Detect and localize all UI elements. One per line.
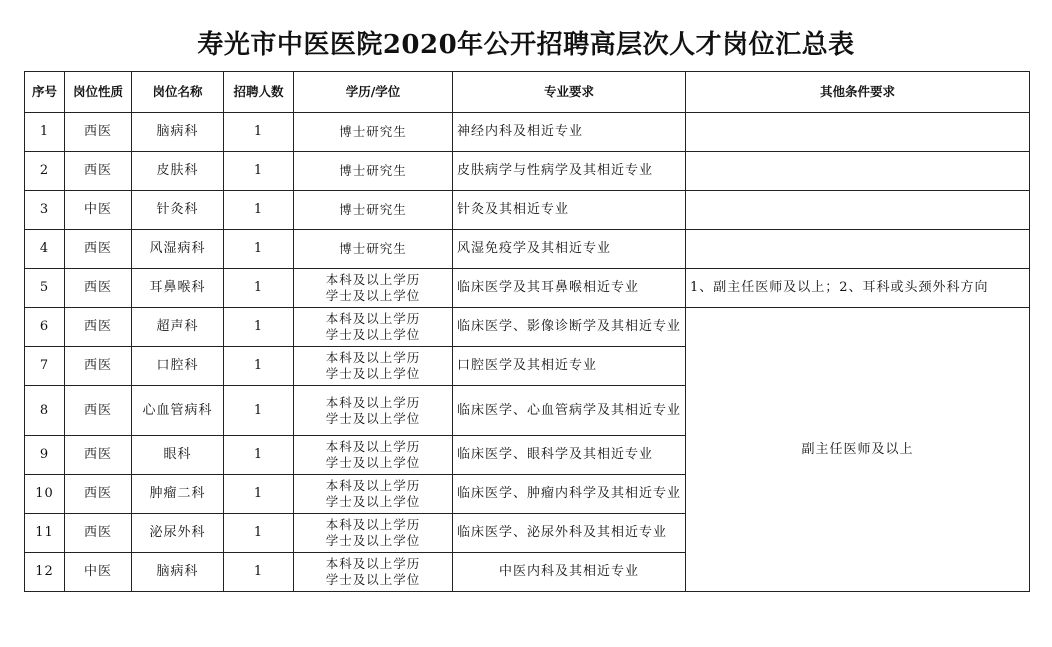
major-requirement: 中医内科及其相近专业 — [453, 553, 686, 592]
degree-requirement: 本科及以上学历 学士及以上学位 — [294, 308, 453, 347]
position-type: 中医 — [65, 553, 132, 592]
degree-requirement: 博士研究生 — [294, 152, 453, 191]
position-type: 西医 — [65, 436, 132, 475]
position-name: 心血管病科 — [132, 386, 224, 436]
recruitment-table — [24, 71, 1030, 592]
position-name: 风湿病科 — [132, 230, 224, 269]
degree-requirement: 本科及以上学历 学士及以上学位 — [294, 514, 453, 553]
position-type: 西医 — [65, 269, 132, 308]
major-requirement: 临床医学、心血管病学及其相近专业 — [453, 386, 686, 436]
major-requirement: 临床医学、泌尿外科及其相近专业 — [453, 514, 686, 553]
degree-requirement: 本科及以上学历 学士及以上学位 — [294, 553, 453, 592]
position-name: 针灸科 — [132, 191, 224, 230]
table-row — [25, 308, 1030, 347]
position-type: 中医 — [65, 191, 132, 230]
table-row — [25, 152, 1030, 191]
hiring-count: 1 — [224, 230, 294, 269]
row-number: 12 — [25, 553, 65, 592]
major-requirement: 临床医学、眼科学及其相近专业 — [453, 436, 686, 475]
degree-requirement: 本科及以上学历 学士及以上学位 — [294, 386, 453, 436]
hiring-count: 1 — [224, 553, 294, 592]
degree-requirement: 本科及以上学历 学士及以上学位 — [294, 436, 453, 475]
header-cell: 专业要求 — [453, 72, 686, 113]
position-type: 西医 — [65, 308, 132, 347]
table-row — [25, 230, 1030, 269]
hiring-count: 1 — [224, 347, 294, 386]
position-type: 西医 — [65, 113, 132, 152]
row-number: 4 — [25, 230, 65, 269]
position-type: 西医 — [65, 514, 132, 553]
position-name: 耳鼻喉科 — [132, 269, 224, 308]
major-requirement: 口腔医学及其相近专业 — [453, 347, 686, 386]
position-name: 脑病科 — [132, 553, 224, 592]
other-requirement — [686, 152, 1030, 191]
hiring-count: 1 — [224, 514, 294, 553]
degree-requirement: 博士研究生 — [294, 230, 453, 269]
header-cell: 序号 — [25, 72, 65, 113]
hiring-count: 1 — [224, 436, 294, 475]
major-requirement: 临床医学及其耳鼻喉相近专业 — [453, 269, 686, 308]
row-number: 3 — [25, 191, 65, 230]
position-name: 皮肤科 — [132, 152, 224, 191]
position-name: 泌尿外科 — [132, 514, 224, 553]
position-type: 西医 — [65, 152, 132, 191]
hiring-count: 1 — [224, 308, 294, 347]
position-name: 眼科 — [132, 436, 224, 475]
position-name: 脑病科 — [132, 113, 224, 152]
hiring-count: 1 — [224, 113, 294, 152]
table-row — [25, 269, 1030, 308]
merged-other-requirement: 副主任医师及以上 — [686, 308, 1030, 592]
header-cell: 招聘人数 — [224, 72, 294, 113]
header-cell: 岗位名称 — [132, 72, 224, 113]
hiring-count: 1 — [224, 269, 294, 308]
major-requirement: 皮肤病学与性病学及其相近专业 — [453, 152, 686, 191]
position-type: 西医 — [65, 347, 132, 386]
degree-requirement: 本科及以上学历 学士及以上学位 — [294, 269, 453, 308]
major-requirement: 神经内科及相近专业 — [453, 113, 686, 152]
header-cell: 其他条件要求 — [686, 72, 1030, 113]
hiring-count: 1 — [224, 152, 294, 191]
degree-requirement: 博士研究生 — [294, 191, 453, 230]
row-number: 7 — [25, 347, 65, 386]
row-number: 8 — [25, 386, 65, 436]
major-requirement: 针灸及其相近专业 — [453, 191, 686, 230]
table-row — [25, 113, 1030, 152]
position-name: 口腔科 — [132, 347, 224, 386]
page-title: 寿光市中医医院2020年公开招聘高层次人才岗位汇总表 — [197, 30, 855, 60]
row-number: 2 — [25, 152, 65, 191]
other-requirement — [686, 113, 1030, 152]
other-requirement: 1、副主任医师及以上；2、耳科或头颈外科方向 — [686, 269, 1030, 308]
position-type: 西医 — [65, 475, 132, 514]
position-name: 肿瘤二科 — [132, 475, 224, 514]
major-requirement: 临床医学、肿瘤内科学及其相近专业 — [453, 475, 686, 514]
major-requirement: 风湿免疫学及其相近专业 — [453, 230, 686, 269]
header-cell: 学历/学位 — [294, 72, 453, 113]
degree-requirement: 本科及以上学历 学士及以上学位 — [294, 347, 453, 386]
position-type: 西医 — [65, 230, 132, 269]
table-header-row — [25, 72, 1030, 113]
row-number: 1 — [25, 113, 65, 152]
table-row — [25, 191, 1030, 230]
hiring-count: 1 — [224, 191, 294, 230]
hiring-count: 1 — [224, 475, 294, 514]
position-type: 西医 — [65, 386, 132, 436]
degree-requirement: 博士研究生 — [294, 113, 453, 152]
header-cell: 岗位性质 — [65, 72, 132, 113]
row-number: 11 — [25, 514, 65, 553]
row-number: 6 — [25, 308, 65, 347]
row-number: 5 — [25, 269, 65, 308]
major-requirement: 临床医学、影像诊断学及其相近专业 — [453, 308, 686, 347]
hiring-count: 1 — [224, 386, 294, 436]
position-name: 超声科 — [132, 308, 224, 347]
row-number: 9 — [25, 436, 65, 475]
row-number: 10 — [25, 475, 65, 514]
other-requirement — [686, 191, 1030, 230]
degree-requirement: 本科及以上学历 学士及以上学位 — [294, 475, 453, 514]
other-requirement — [686, 230, 1030, 269]
